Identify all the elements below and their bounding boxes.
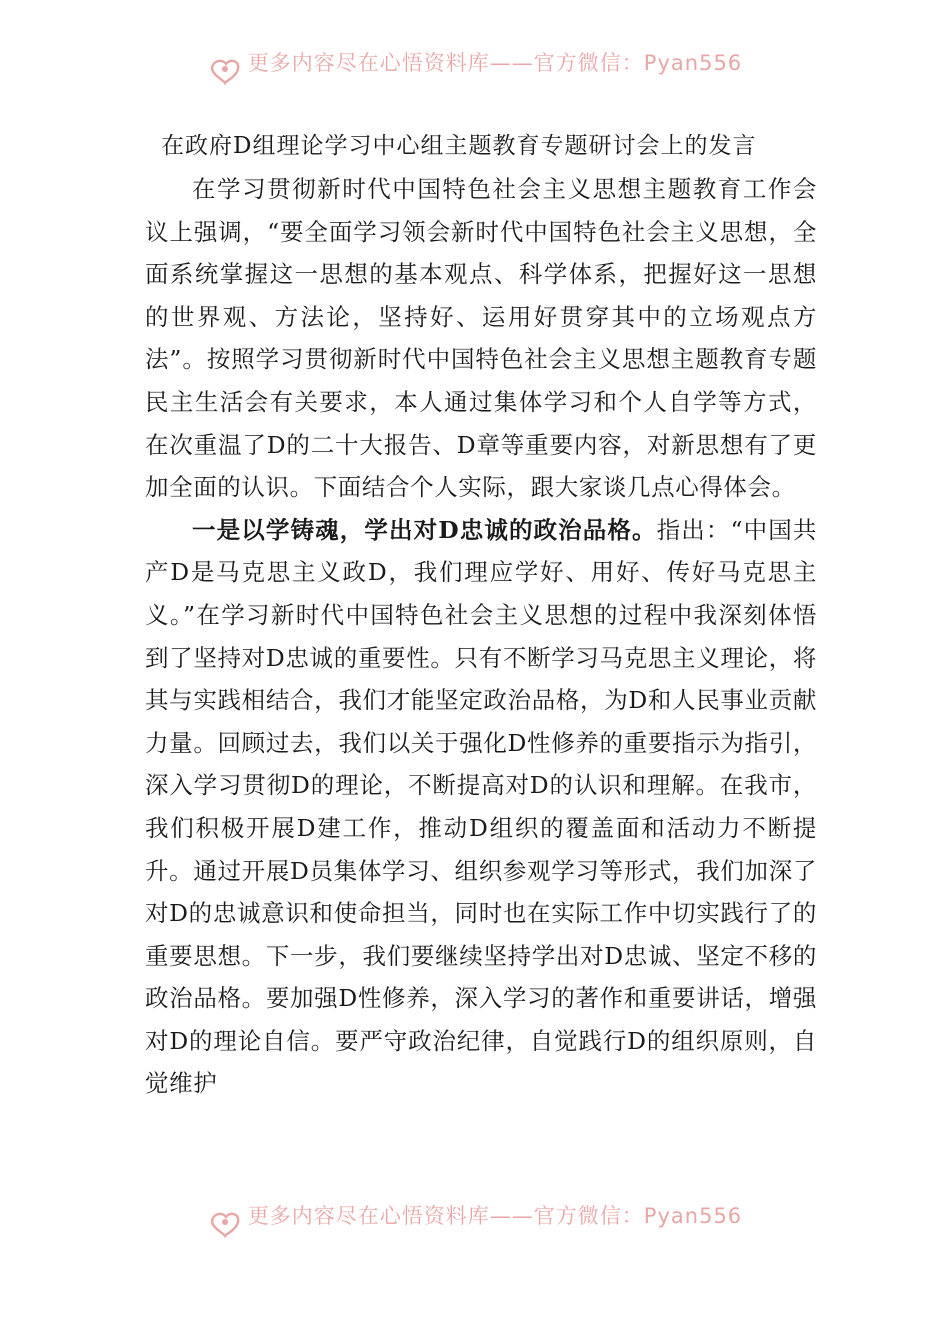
watermark-logo-icon (208, 1208, 242, 1238)
paragraph-lead: 一是以学铸魂，学出对D忠诚的政治品格。 (192, 515, 657, 544)
watermark-logo-icon (208, 55, 242, 85)
watermark-text: 更多内容尽在心悟资料库——官方微信：Pyan556 (247, 51, 743, 75)
watermark-text: 更多内容尽在心悟资料库——官方微信：Pyan556 (247, 1204, 743, 1228)
paragraph-text: 在学习贯彻新时代中国特色社会主义思想主题教育工作会议上强调，“要全面学习领会新时代中国特色社会主义思想，全面系统掌握这一思想的基本观点、科学体系，把握好这一思想的世界观、方法论，坚持好、运用好贯穿其中的立场观点方法”。按照学习贯彻新时代中国特色社会主义思想主题教育专题民主生活会有关要求，本人通过集体学习和个人自学等方式，在次重温了D的二十大报告、D章等重要内容，对新思想有了更加全面的认识。下面结合个人实际，跟大家谈几点心得体会。 (145, 175, 817, 502)
paragraph-text: 指出：“中国共产D是马克思主义政D，我们理应学好、用好、传好马克思主义。”在学习新时代中国特色社会主义思想的过程中我深刻体悟到了坚持对D忠诚的重要性。只有不断学习马克思主义理论，将其与实践相结合，我们才能坚定政治品格，为D和人民事业贡献力量。回顾过去，我们以关于强化D性修养的重要指示为指引，深入学习贯彻D的理论，不断提高对D的认识和理解。在我市，我们积极开展D建工作，推动D组织的覆盖面和活动力不断提升。通过开展D员集体学习、组织参观学习等形式，我们加深了对D的忠诚意识和使命担当，同时也在实际工作中切实践行了的重要思想。下一步，我们要继续坚持学出对D忠诚、坚定不移的政治品格。要加强D性修养，深入学习的著作和重要讲话，增强对D的理论自信。要严守政治纪律，自觉践行D的组织原则，自觉维护 (145, 515, 818, 1098)
document-title: 在政府D组理论学习中心组主题教育专题研讨会上的发言 (161, 133, 757, 159)
document-body (145, 168, 817, 1105)
paragraph-intro (145, 168, 817, 509)
footer-watermark (0, 1203, 950, 1243)
header-watermark (0, 50, 950, 90)
paragraph-point-one (145, 509, 817, 1105)
